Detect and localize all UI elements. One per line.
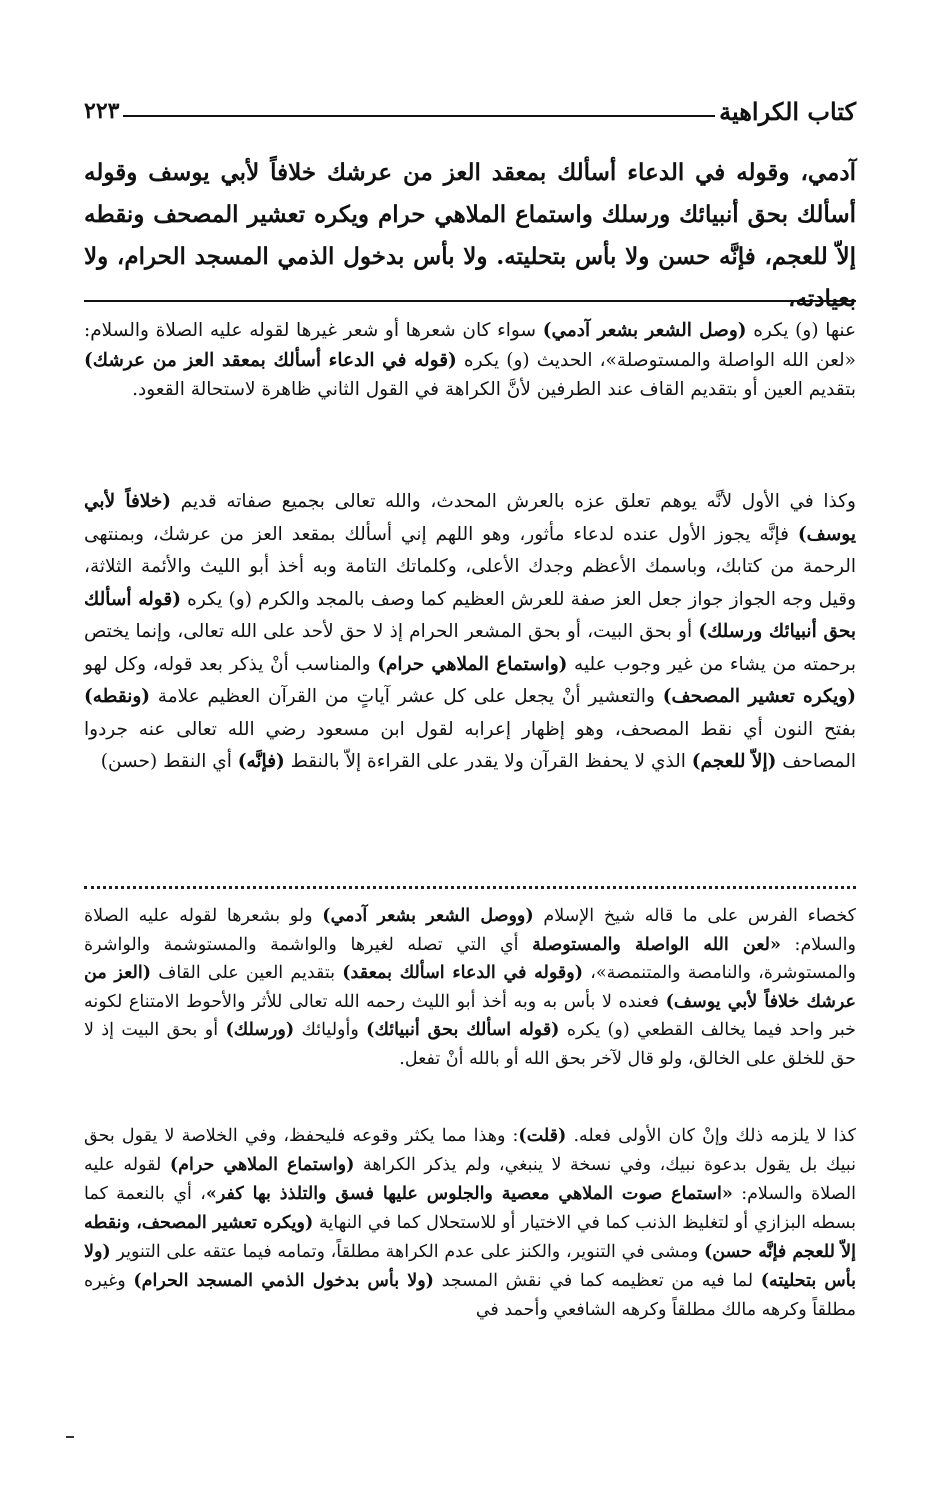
commentary-paragraph-1: عنها (و) يكره (وصل الشعر بشعر آدمي) سواء كان شعرها أو شعر غيرها لقوله عليه الصلاة والسلام: «لعن الله الواصلة والمستوصلة»، الحديث (و) يكره (قوله في الدعاء أسألك بمعقد العز من عرشك) بتقديم العين أو بتقديم القاف عند الطرفين لأنَّ الكراهة في القول الثاني ظاهرة لاستحالة القعود.	[84, 320, 857, 400]
footnote-divider	[84, 886, 856, 889]
gloss-paragraph-2: كذا لا يلزمه ذلك وإنْ كان الأولى فعله. (قلت): وهذا مما يكثر وقوعه فليحفظ، وفي الخلاصة لا يقول بحق نبيك بل يقول بدعوة نبيك، وفي نسخة لا ينبغي، ولم يذكر الكراهة (واستماع الملاهي حرام) لقوله عليه الصلاة والسلام: «استماع صوت الملاهي معصية والجلوس عليها فسق والتلذذ بها كفر»، أي بالنعمة كما بسطه البزازي أو لتغليظ الذنب كما في الاختيار أو للاستحلال كما في النهاية (ويكره تعشير المصحف، ونقطه إلاّ للعجم فإنَّه حسن) ومشى في التنوير، والكنز على عدم الكراهة مطلقاً، وتمامه فيما عتقه على التنوير (ولا بأس بتحليته) لما فيه من تعظيمه كما في نقش المسجد (ولا بأس بدخول الذمي المسجد الحرام) وغيره مطلقاً وكرهه مالك مطلقاً وكرهه الشافعي وأحمد في	[84, 1126, 857, 1320]
main-text: آدمي، وقوله في الدعاء أسألك بمعقد العز من عرشك خلافاً لأبي يوسف وقوله أسألك بحق أنبيائك ورسلك واستماع الملاهي حرام ويكره تعشير المصحف ونقطه إلاّ للعجم، فإنَّه حسن ولا بأس بتحليته. ولا بأس بدخول الذمي المسجد الحرام، ولا بعيادته،	[84, 159, 856, 312]
page-number: ٢٢٣	[84, 98, 120, 124]
scan-mark	[66, 1436, 74, 1438]
main-text-divider	[84, 300, 856, 302]
header-rule	[123, 115, 715, 117]
running-title: كتاب الكراهية	[719, 96, 856, 126]
commentary-paragraph-2: وكذا في الأول لأنَّه يوهم تعلق عزه بالعرش المحدث، والله تعالى بجميع صفاته قديم (خلافاً لأبي يوسف) فإنَّه يجوز الأول عنده لدعاء مأثور، وهو اللهم إني أسألك بمقعد العز من عرشك، وبمنتهى الرحمة من كتابك، وباسمك الأعظم وجدك الأعلى، وكلماتك التامة وبه أخذ أبو الليث والأئمة الثلاثة، وقيل وجه الجواز جواز جعل العز صفة للعرش العظيم كما وصف بالمجد والكرم (و) يكره (قوله أسألك بحق أنبيائك ورسلك) أو بحق البيت، أو بحق المشعر الحرام إذ لا حق لأحد على الله تعالى، وإنما يختص برحمته من يشاء من غير وجوب عليه (واستماع الملاهي حرام) والمناسب أنْ يذكر بعد قوله، وكل لهو (ويكره تعشير المصحف) والتعشير أنْ يجعل على كل عشر آياتٍ من القرآن العظيم علامة (ونقطه) بفتح النون أي نقط المصحف، وهو إظهار إعرابه لقول ابن مسعود رضي الله تعالى عنه جردوا المصاحف (إلاّ للعجم) الذي لا يحفظ القرآن ولا يقدر على القراءة إلاّ بالنقط (فإنَّه) أي النقط (حسن)	[84, 491, 857, 772]
gloss-paragraph-1: كخصاء الفرس على ما قاله شيخ الإسلام (ووصل الشعر بشعر آدمي) ولو بشعرها لقوله عليه الصلاة والسلام: «لعن الله الواصلة والمستوصلة أي التي تصله لغيرها والواشمة والمستوشمة والواشرة والمستوشرة، والنامصة والمتنمصة»، (وقوله في الدعاء اسألك بمعقد) بتقديم العين على القاف (العز من عرشك خلافاً لأبي يوسف) فعنده لا بأس به وبه أخذ أبو الليث رحمه الله تعالى للأثر والأحوط الامتناع لكونه خبر واحد فيما يخالف القطعي (و) يكره (قوله اسألك بحق أنبيائك) وأوليائك (ورسلك) أو بحق البيت إذ لا حق للخلق على الخالق، ولو قال لآخر بحق الله أو بالله أنْ تفعل.	[84, 906, 856, 1069]
page-header	[84, 93, 856, 129]
